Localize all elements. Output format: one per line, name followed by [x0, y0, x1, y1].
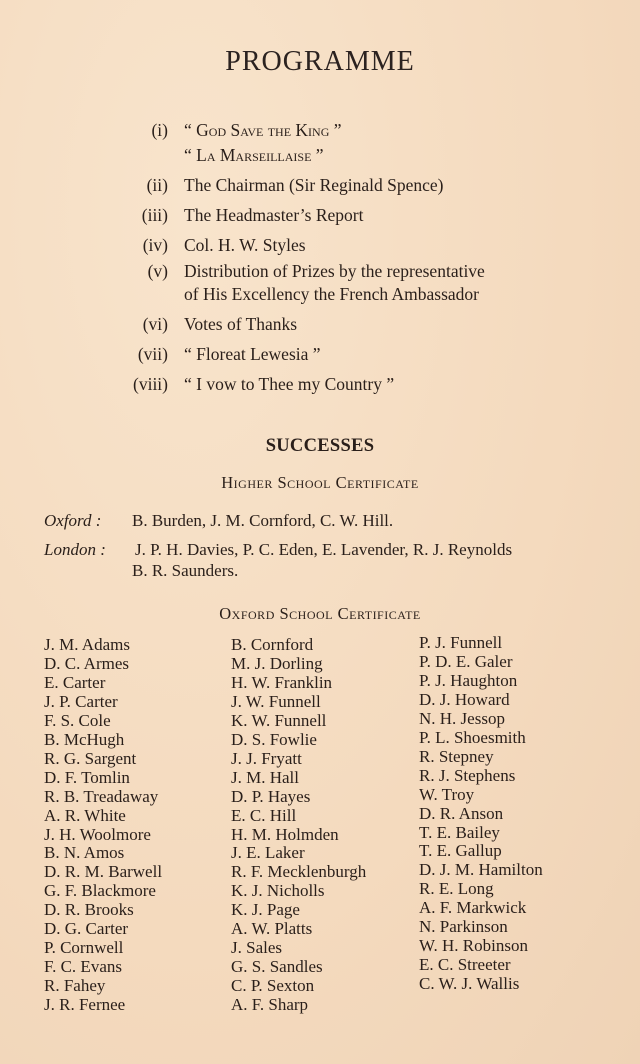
- name-item: D. R. Brooks: [44, 900, 134, 920]
- name-item: B. N. Amos: [44, 843, 125, 863]
- name-item: P. D. E. Galer: [419, 651, 513, 671]
- name-item: P. J. Haughton: [419, 670, 518, 690]
- item-text: “ God Save the King ”: [184, 120, 342, 140]
- name-item: W. Troy: [419, 784, 475, 804]
- name-item: D. J. Howard: [419, 689, 510, 709]
- name-item: F. S. Cole: [44, 710, 111, 730]
- name-item: B. McHugh: [44, 729, 125, 749]
- name-item: J. J. Fryatt: [231, 748, 302, 768]
- name-item: R. F. Mecklenburgh: [231, 862, 367, 882]
- name-item: R. Stepney: [419, 746, 494, 766]
- item-text: Distribution of Prizes by the representative: [184, 261, 485, 281]
- oxford-school-certificate-heading: Oxford School Certificate: [219, 604, 421, 623]
- item-number: (vi): [142, 314, 168, 334]
- item-number: (ii): [146, 175, 168, 195]
- names-column-1: [44, 636, 162, 1015]
- name-item: F. C. Evans: [44, 957, 122, 977]
- successes-heading: SUCCESSES: [265, 436, 375, 456]
- name-item: G. S. Sandles: [231, 957, 323, 977]
- name-item: R. E. Long: [419, 879, 494, 899]
- item-text: “ I vow to Thee my Country ”: [184, 374, 395, 394]
- names-column-2: [231, 636, 366, 1015]
- item-text: The Chairman (Sir Reginald Spence): [184, 175, 444, 195]
- hsc-names: B. Burden, J. M. Cornford, C. W. Hill.: [132, 511, 394, 530]
- item-text: “ Floreat Lewesia ”: [184, 344, 321, 364]
- name-item: J. Sales: [231, 938, 282, 958]
- page-title: PROGRAMME: [225, 46, 415, 77]
- name-item: K. J. Nicholls: [231, 881, 325, 901]
- name-item: C. W. J. Wallis: [419, 974, 520, 994]
- item-text: of His Excellency the French Ambassador: [184, 284, 479, 304]
- name-item: G. F. Blackmore: [44, 881, 156, 901]
- name-item: E. C. Hill: [231, 805, 297, 825]
- item-text: Votes of Thanks: [184, 314, 298, 334]
- item-number: (vii): [137, 344, 168, 364]
- name-item: W. H. Robinson: [419, 936, 528, 956]
- name-item: J. H. Woolmore: [44, 824, 151, 844]
- name-item: J. M. Adams: [44, 635, 130, 654]
- name-item: M. J. Dorling: [231, 653, 323, 673]
- name-item: D. J. M. Hamilton: [419, 860, 543, 880]
- name-item: A. W. Platts: [231, 919, 313, 939]
- item-text: Col. H. W. Styles: [184, 235, 306, 255]
- name-item: D. R. M. Barwell: [44, 862, 163, 882]
- item-text: The Headmaster’s Report: [184, 205, 364, 225]
- name-item: E. Carter: [44, 672, 106, 692]
- name-item: J. W. Funnell: [231, 691, 321, 711]
- name-item: J. P. Carter: [44, 691, 118, 711]
- names-column-3: [419, 634, 543, 994]
- name-item: D. C. Armes: [44, 653, 129, 673]
- name-item: D. R. Anson: [419, 803, 504, 823]
- name-item: R. B. Treadaway: [44, 786, 159, 806]
- name-item: T. E. Bailey: [419, 822, 500, 842]
- item-number: (i): [151, 120, 168, 140]
- name-item: D. S. Fowlie: [231, 729, 317, 749]
- name-item: E. C. Streeter: [419, 955, 511, 975]
- item-text: “ La Marseillaise ”: [184, 145, 324, 165]
- hsc-names: J. P. H. Davies, P. C. Eden, E. Lavender, R. J. Reynolds: [135, 540, 513, 559]
- name-item: N. Parkinson: [419, 917, 508, 937]
- name-item: D. G. Carter: [44, 919, 129, 939]
- item-number: (viii): [133, 374, 168, 394]
- name-item: H. M. Holmden: [231, 824, 339, 844]
- name-item: T. E. Gallup: [419, 841, 502, 861]
- name-item: P. L. Shoesmith: [419, 727, 526, 747]
- hsc-label: Oxford :: [44, 511, 102, 530]
- name-item: C. P. Sexton: [231, 976, 315, 996]
- name-item: D. P. Hayes: [231, 786, 311, 806]
- name-item: P. J. Funnell: [419, 633, 503, 652]
- name-item: A. R. White: [44, 805, 126, 825]
- name-item: J. R. Fernee: [44, 995, 126, 1015]
- name-item: K. J. Page: [231, 900, 300, 920]
- name-item: R. J. Stephens: [419, 765, 516, 785]
- name-item: B. Cornford: [231, 635, 314, 654]
- name-item: P. Cornwell: [44, 938, 124, 958]
- item-number: (iii): [141, 205, 168, 225]
- hsc-label: London :: [44, 540, 106, 559]
- name-item: D. F. Tomlin: [44, 767, 130, 787]
- name-item: K. W. Funnell: [231, 710, 327, 730]
- item-number: (iv): [142, 235, 168, 255]
- hsc-names: B. R. Saunders.: [132, 561, 239, 580]
- name-item: N. H. Jessop: [419, 708, 505, 728]
- name-item: R. G. Sargent: [44, 748, 137, 768]
- name-item: R. Fahey: [44, 976, 106, 996]
- name-item: A. F. Markwick: [419, 898, 527, 918]
- name-item: H. W. Franklin: [231, 672, 333, 692]
- name-item: A. F. Sharp: [231, 995, 309, 1015]
- name-item: J. M. Hall: [231, 767, 299, 787]
- name-item: J. E. Laker: [231, 843, 305, 863]
- item-number: (v): [147, 261, 168, 281]
- higher-school-certificate-heading: Higher School Certificate: [221, 473, 419, 492]
